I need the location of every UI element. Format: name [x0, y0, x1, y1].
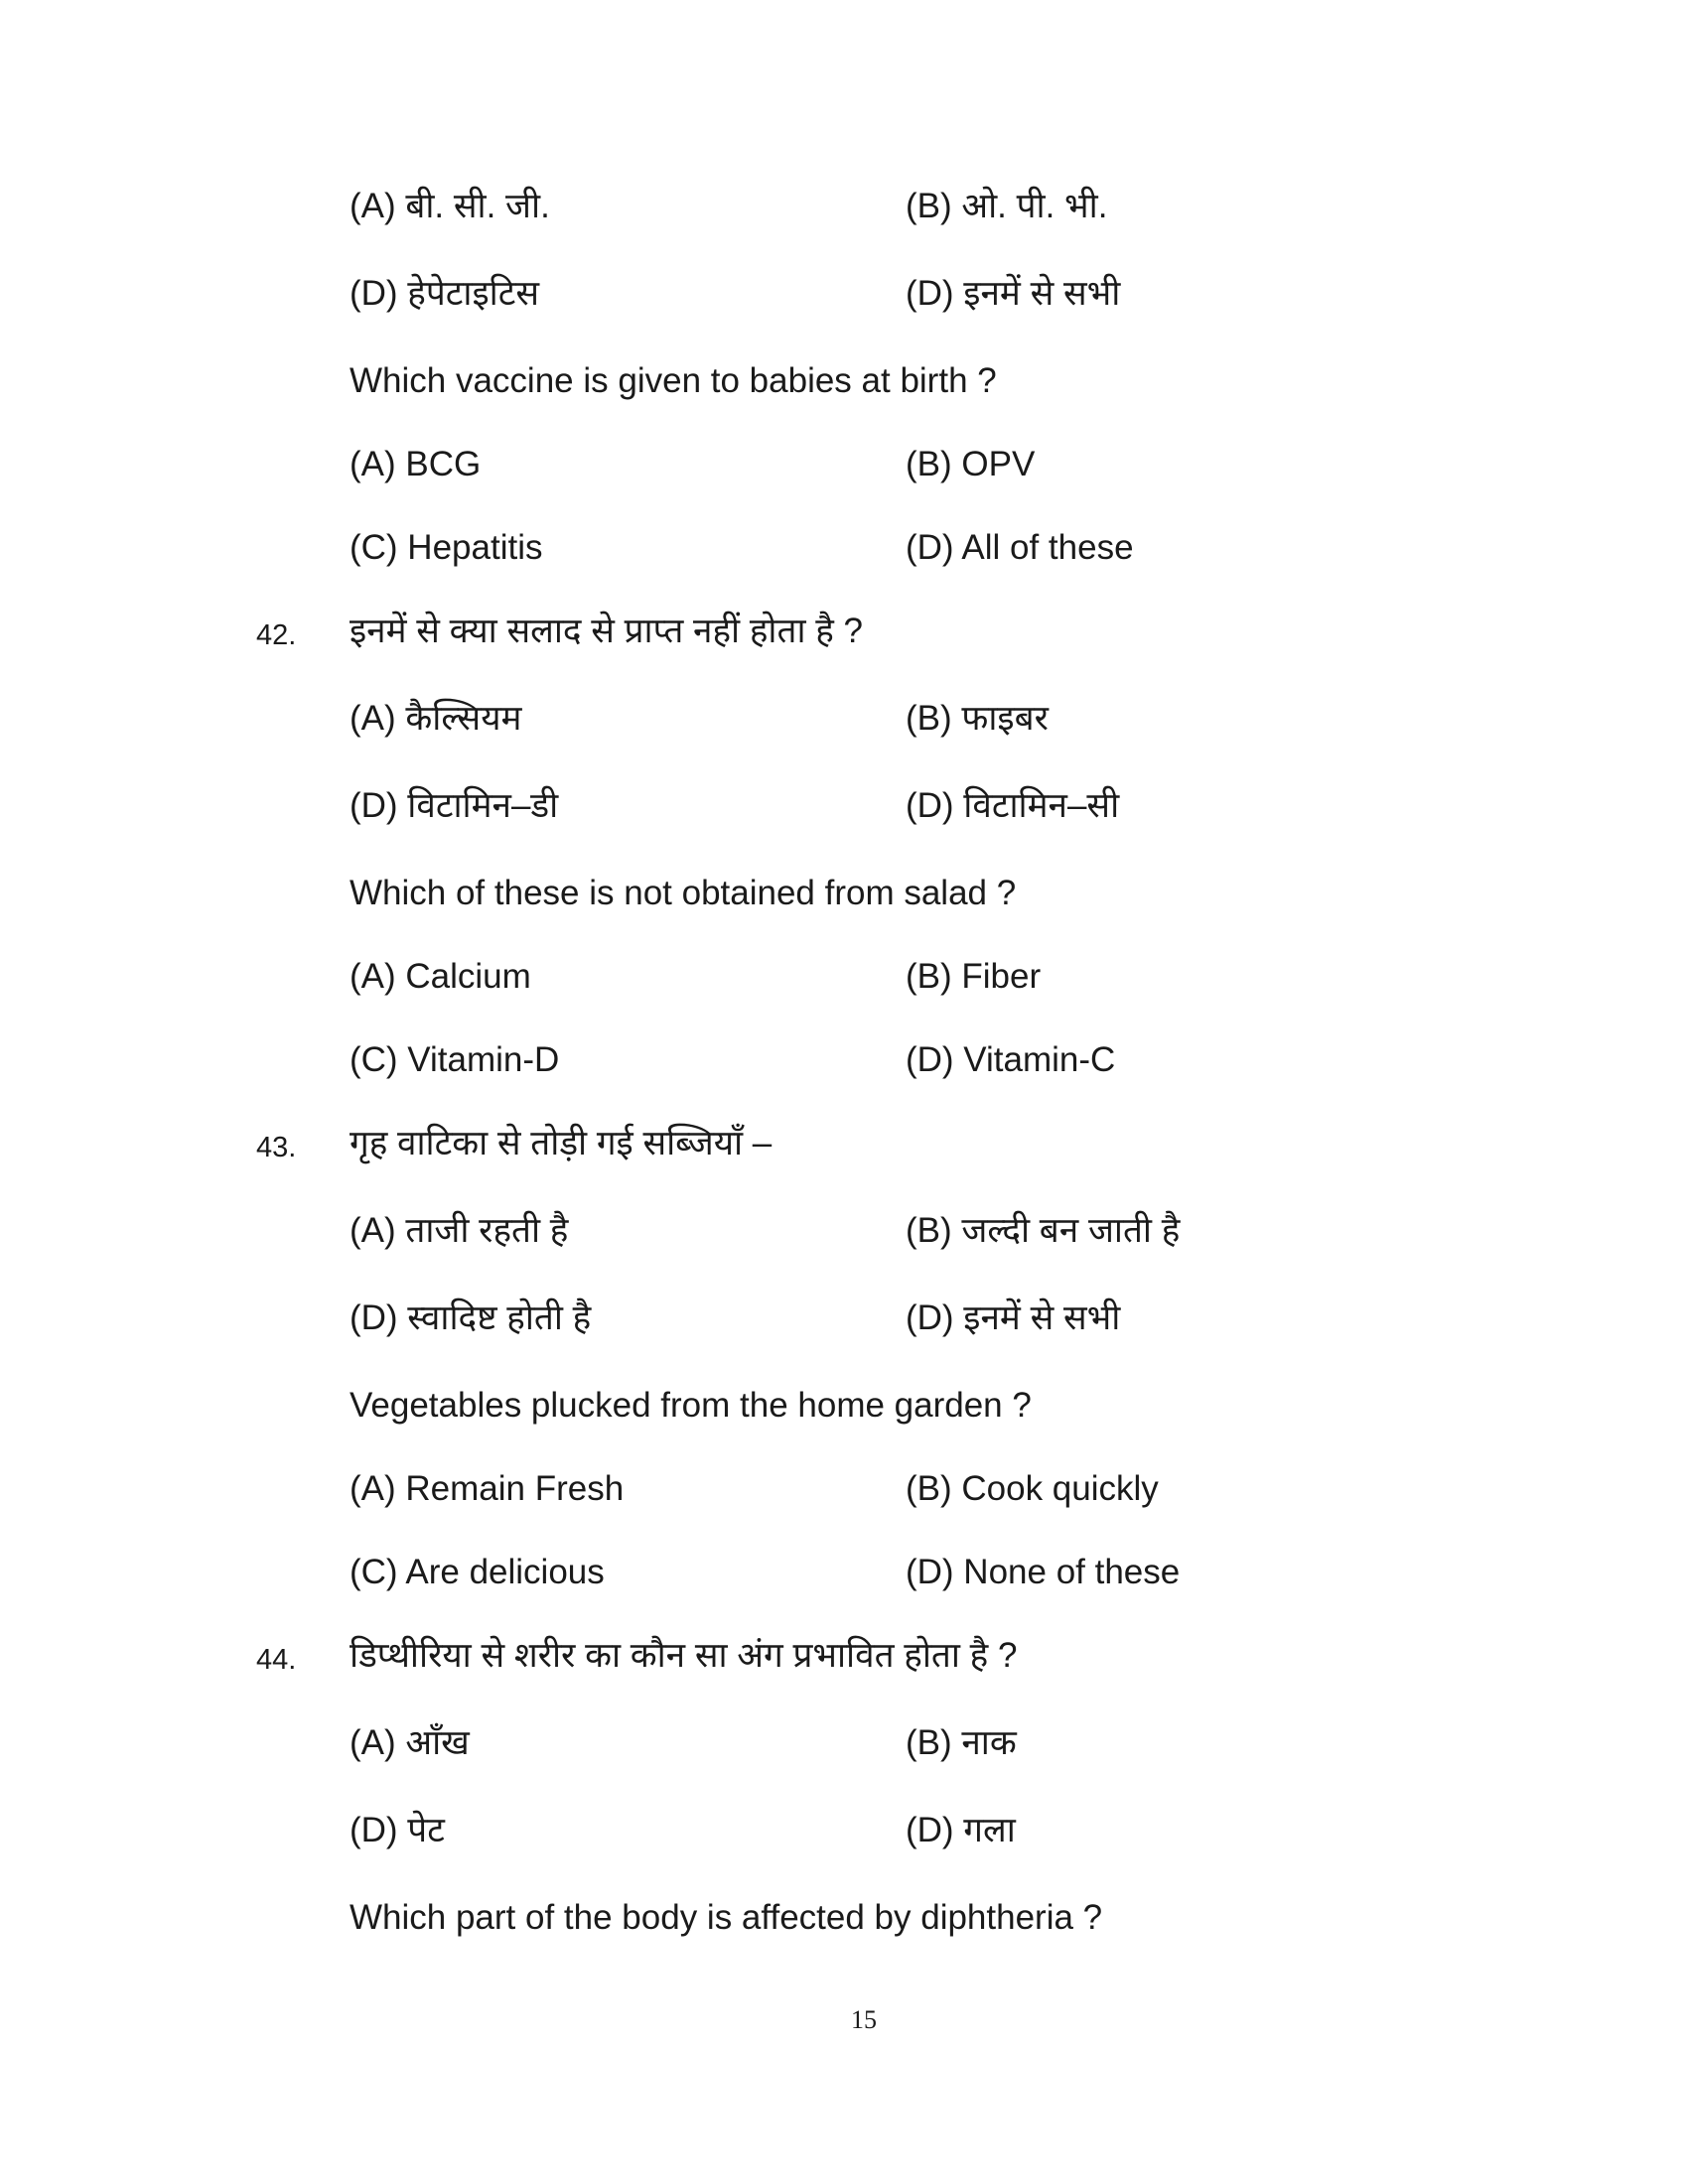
q42-number: 42. [256, 619, 297, 651]
q41-hi-option-c: (D) हेपेटाइटिस [350, 274, 540, 313]
q41-en-option-d: (D) All of these [906, 528, 1134, 567]
q42-en-question: Which of these is not obtained from salad ? [350, 874, 1017, 912]
q44-hi-question: डिप्थीरिया से शरीर का कौन सा अंग प्रभावित होता है ? [350, 1636, 1018, 1675]
q44-hi-option-d: (D) गला [906, 1811, 1016, 1849]
q42-en-option-c: (C) Vitamin-D [350, 1040, 560, 1079]
q42-hi-question: इनमें से क्या सलाद से प्राप्त नहीं होता है ? [350, 612, 864, 650]
q42-hi-option-c: (D) विटामिन–डी [350, 786, 559, 825]
q44-hi-option-c: (D) पेट [350, 1811, 445, 1849]
q44-en-question: Which part of the body is affected by diphtheria ? [350, 1898, 1103, 1937]
q41-en-question: Which vaccine is given to babies at birth ? [350, 361, 997, 400]
q42-en-option-d: (D) Vitamin-C [906, 1040, 1116, 1079]
q43-hi-option-d: (D) इनमें से सभी [906, 1298, 1121, 1337]
q41-en-option-b: (B) OPV [906, 445, 1036, 483]
q42-hi-option-b: (B) फाइबर [906, 699, 1049, 738]
q42-en-option-b: (B) Fiber [906, 957, 1042, 996]
q44-number: 44. [256, 1644, 297, 1676]
q43-number: 43. [256, 1132, 297, 1163]
q42-hi-option-d: (D) विटामिन–सी [906, 786, 1120, 825]
q43-en-option-c: (C) Are delicious [350, 1553, 605, 1591]
q42-en-option-a: (A) Calcium [350, 957, 531, 996]
q41-en-option-c: (C) Hepatitis [350, 528, 543, 567]
q41-hi-option-a: (A) बी. सी. जी. [350, 187, 550, 225]
q41-hi-option-b: (B) ओ. पी. भी. [906, 187, 1108, 225]
q41-en-option-a: (A) BCG [350, 445, 482, 483]
q42-hi-option-a: (A) कैल्सियम [350, 699, 522, 738]
q43-hi-option-b: (B) जल्दी बन जाती है [906, 1211, 1181, 1250]
q43-hi-question: गृह वाटिका से तोड़ी गई सब्जियाँ – [350, 1124, 773, 1162]
q44-hi-option-a: (A) आँख [350, 1723, 470, 1762]
q44-hi-option-b: (B) नाक [906, 1723, 1017, 1762]
q43-en-question: Vegetables plucked from the home garden ? [350, 1386, 1032, 1425]
q43-hi-option-c: (D) स्वादिष्ट होती है [350, 1298, 592, 1337]
q43-hi-option-a: (A) ताजी रहती है [350, 1211, 569, 1250]
q43-en-option-b: (B) Cook quickly [906, 1469, 1159, 1508]
q43-en-option-d: (D) None of these [906, 1553, 1181, 1591]
q43-en-option-a: (A) Remain Fresh [350, 1469, 625, 1508]
page-number: 15 [851, 2005, 877, 2034]
q41-hi-option-d: (D) इनमें से सभी [906, 274, 1121, 313]
